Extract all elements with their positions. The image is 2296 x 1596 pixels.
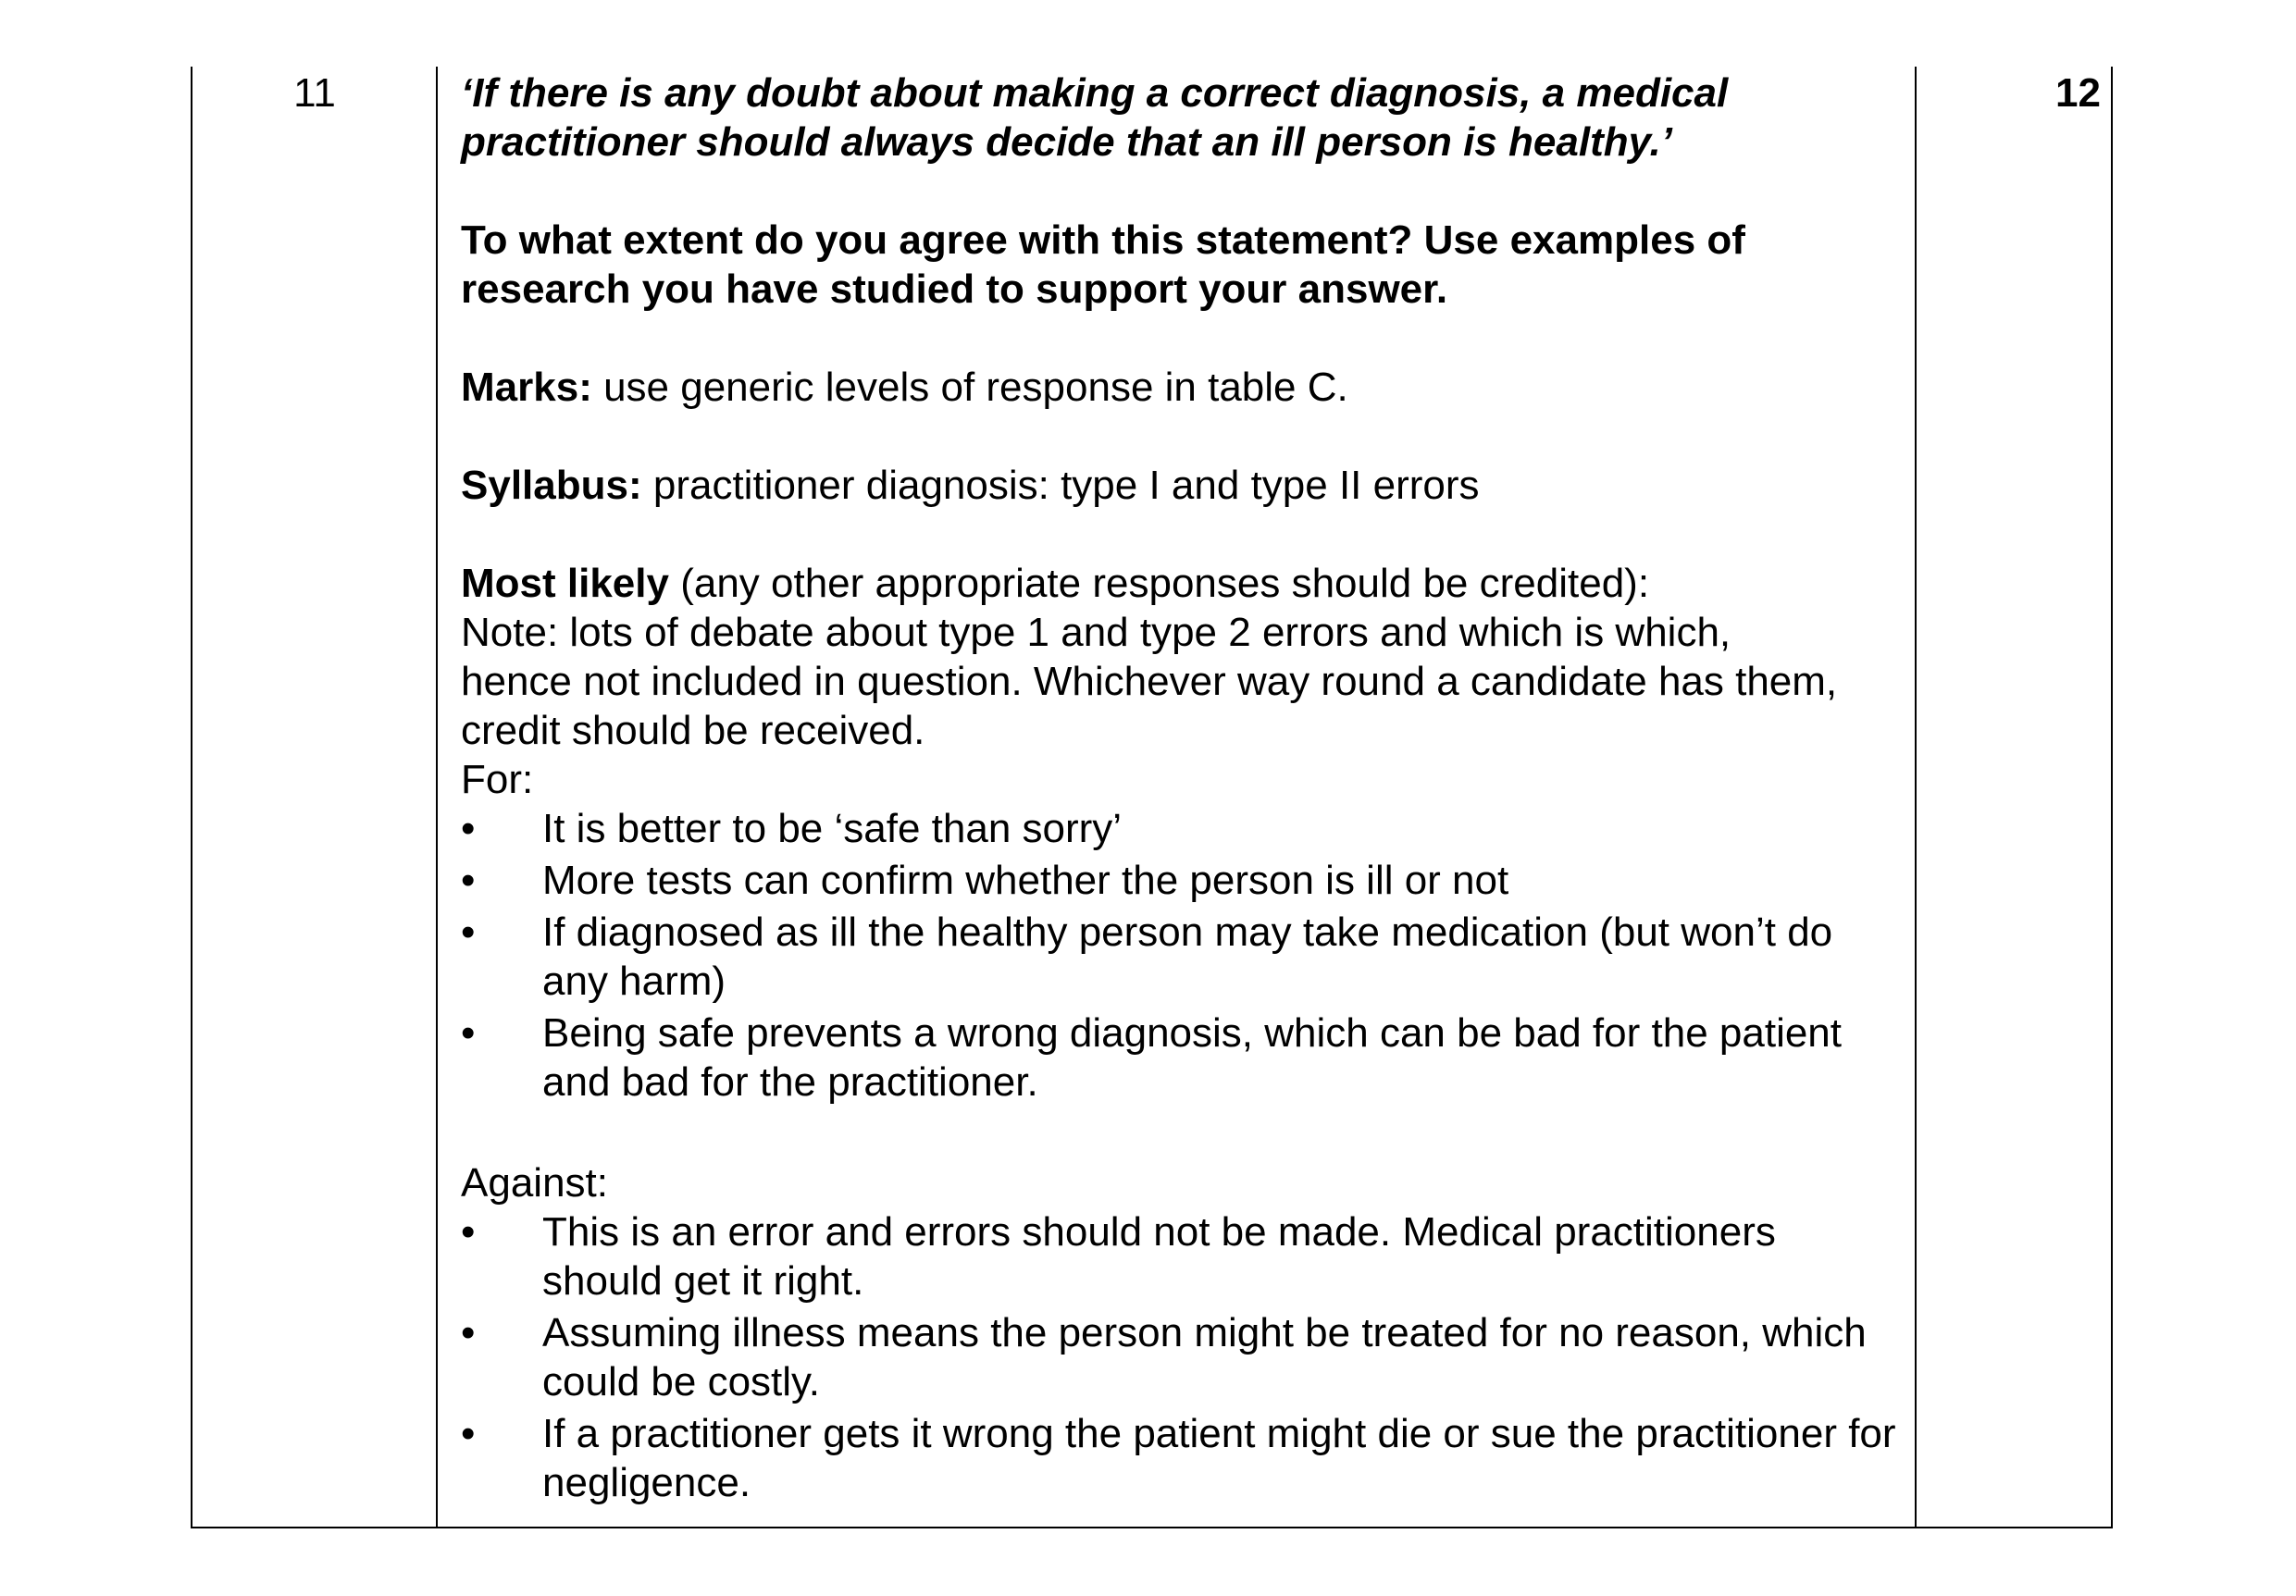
bullet-icon: • <box>461 806 476 851</box>
most-likely-label: Most likely <box>461 561 669 606</box>
note-line: credit should be received. <box>461 708 925 753</box>
list-item <box>461 908 1905 1006</box>
bullet-icon: • <box>461 1010 476 1056</box>
note-line: Note: lots of debate about type 1 and type 2 errors and which is which, <box>461 610 1731 655</box>
marks-text: use generic levels of response in table C. <box>591 365 1348 410</box>
bullet-icon: • <box>461 1411 476 1456</box>
list-item <box>461 1008 1905 1107</box>
for-list <box>461 804 1905 1107</box>
list-item-text: If a practitioner gets it wrong the patient might die or sue the practitioner for negligence. <box>542 1411 1896 1505</box>
bullet-icon: • <box>461 1310 476 1355</box>
bullet-icon: • <box>461 1209 476 1255</box>
table-divider-question <box>436 67 438 1528</box>
answer-content <box>461 68 1905 1510</box>
quote-line: practitioner should always decide that an ill person is healthy.’ <box>461 119 1672 165</box>
most-likely-text: (any other appropriate responses should be credited): <box>668 561 1650 606</box>
list-item <box>461 804 1905 853</box>
bullet-icon: • <box>461 858 476 903</box>
most-likely-heading <box>461 559 1905 608</box>
list-item <box>461 1308 1905 1406</box>
task-line: research you have studied to support your answer. <box>461 266 1448 312</box>
quote-line: ‘If there is any doubt about making a correct diagnosis, a medical <box>461 70 1729 116</box>
syllabus-label: Syllabus: <box>461 463 642 508</box>
marks-label: Marks: <box>461 365 592 410</box>
marks-guidance <box>461 363 1905 412</box>
marks-total: 12 <box>2055 70 2101 116</box>
list-item <box>461 1207 1905 1305</box>
table-border-bottom <box>191 1527 2113 1528</box>
syllabus-text: practitioner diagnosis: type I and type II errors <box>641 463 1480 508</box>
question-task <box>461 216 1905 314</box>
list-item-text: Being safe prevents a wrong diagnosis, which can be bad for the patient and bad for the practitioner. <box>542 1010 1843 1105</box>
list-item-text: More tests can confirm whether the person is ill or not <box>542 858 1509 903</box>
list-item-text: If diagnosed as ill the healthy person may take medication (but won’t do any harm) <box>542 909 1833 1004</box>
syllabus-guidance <box>461 461 1905 510</box>
bullet-icon: • <box>461 909 476 955</box>
table-divider-marks <box>1915 67 1917 1528</box>
against-label: Against: <box>461 1160 608 1206</box>
question-number: 11 <box>293 70 336 116</box>
table-border-left <box>191 67 192 1528</box>
question-quote <box>461 68 1905 167</box>
table-border-right <box>2111 67 2113 1528</box>
note-line: hence not included in question. Whichever way round a candidate has them, <box>461 659 1838 704</box>
note-paragraph <box>461 608 1905 755</box>
list-item <box>461 856 1905 905</box>
task-line: To what extent do you agree with this statement? Use examples of <box>461 217 1745 263</box>
list-item-text: Assuming illness means the person might be treated for no reason, which could be costly. <box>542 1310 1867 1404</box>
list-item <box>461 1409 1905 1507</box>
list-item-text: This is an error and errors should not be made. Medical practitioners should get it right. <box>542 1209 1776 1304</box>
for-label: For: <box>461 757 534 802</box>
against-list <box>461 1207 1905 1507</box>
list-item-text: It is better to be ‘safe than sorry’ <box>542 806 1123 851</box>
